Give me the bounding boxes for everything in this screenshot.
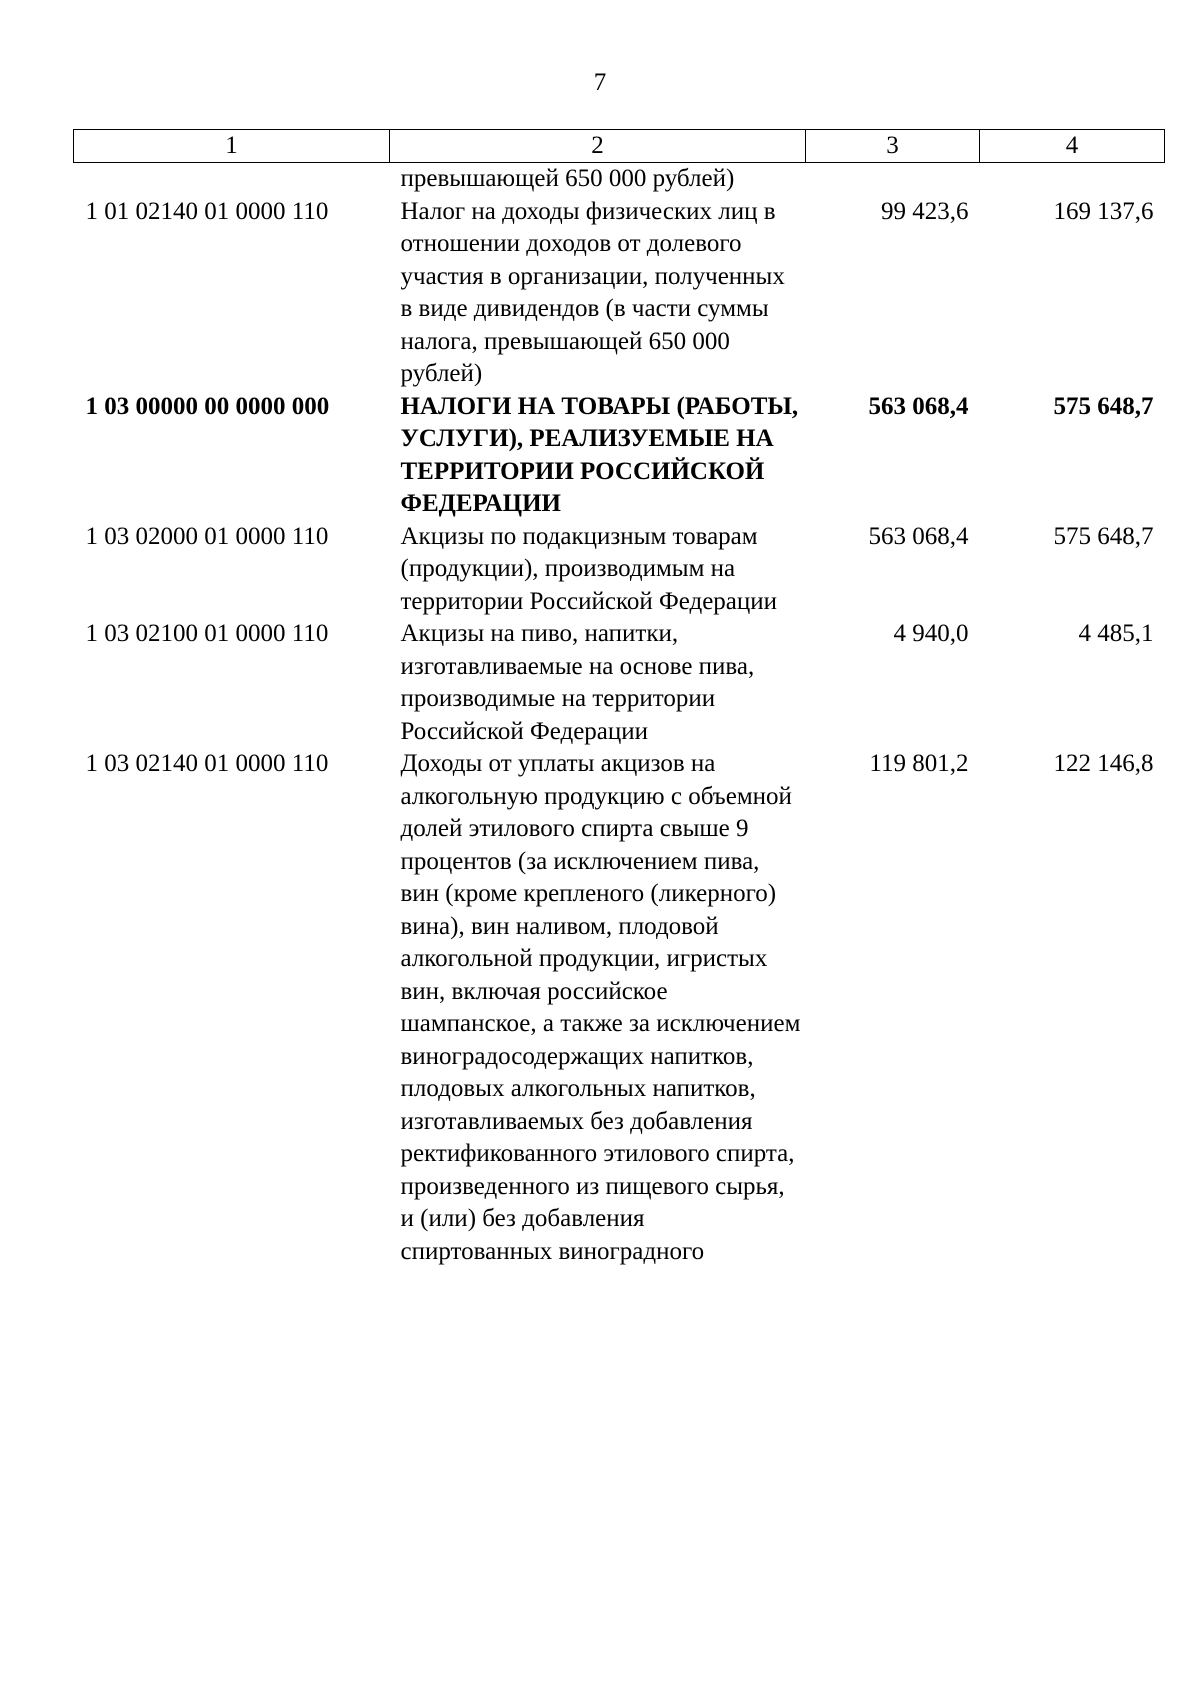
row-value-3: 563 068,4 <box>868 392 969 420</box>
row-value-4: 575 648,7 <box>1053 522 1154 550</box>
row-name: Налог на доходы физических лиц в отношении доходов от долевого участия в организации, полученных в виде дивидендов (в части суммы налога, превышающей 650 000 рублей) <box>400 197 785 387</box>
row-value-4: 122 146,8 <box>1053 750 1154 777</box>
row-value-3: 99 423,6 <box>881 197 969 225</box>
table-row <box>74 521 1165 619</box>
header-row <box>74 130 1165 163</box>
row-code: 1 03 02140 01 0000 110 <box>85 750 329 777</box>
row-name: Доходы от уплаты акцизов на алкогольную продукцию с объемной долей этилового спирта свыше 9 процентов (за исключением пива, вин (кроме крепленого (ликерного) вина), вин наливом, плодовой алкогольной продукции, игристых вин, включая российское шампанское, а также за исключением виноградосодержащих напитков, плодовых алкогольных напитков, изготавливаемых без добавления ректификованного этилового спирта, произведенного из пищевого сырья, и (или) без добавления спиртованных виноградного <box>400 750 801 1265</box>
table-row-section <box>74 391 1165 521</box>
table-row <box>74 163 1165 196</box>
header-col-2: 2 <box>390 130 806 163</box>
row-code <box>74 163 390 196</box>
row-name: превышающей 650 000 рублей) <box>400 165 735 192</box>
row-value-4: 4 485,1 <box>1078 620 1154 647</box>
table-row <box>74 748 1165 1268</box>
row-code: 1 03 00000 00 0000 000 <box>85 392 330 420</box>
row-value-3: 4 940,0 <box>893 620 969 647</box>
row-code: 1 03 02100 01 0000 110 <box>85 620 329 647</box>
header-col-4: 4 <box>980 130 1165 163</box>
row-code: 1 03 02000 01 0000 110 <box>85 522 329 550</box>
row-value-4: 169 137,6 <box>1053 197 1154 225</box>
row-value-3: 563 068,4 <box>868 522 969 550</box>
header-col-3: 3 <box>806 130 980 163</box>
row-value-3: 119 801,2 <box>869 750 969 777</box>
row-name: НАЛОГИ НА ТОВАРЫ (РАБОТЫ, УСЛУГИ), РЕАЛИЗУЕМЫЕ НА ТЕРРИТОРИИ РОССИЙСКОЙ ФЕДЕРАЦИИ <box>400 392 799 517</box>
table-body <box>74 163 1165 1269</box>
page-number: 7 <box>593 69 607 96</box>
row-value-4 <box>980 163 1165 196</box>
table-row <box>74 618 1165 748</box>
revenue-table <box>73 129 1165 1268</box>
row-name: Акцизы на пиво, напитки, изготавливаемые на основе пива, производимые на территории Российской Федерации <box>400 620 755 745</box>
row-code: 1 01 02140 01 0000 110 <box>85 197 329 225</box>
table-row <box>74 196 1165 391</box>
row-name: Акцизы по подакцизным товарам (продукции), производимым на территории Российской Федерации <box>400 522 778 615</box>
header-col-1: 1 <box>74 130 390 163</box>
row-value-4: 575 648,7 <box>1053 392 1154 420</box>
row-value-3 <box>806 163 980 196</box>
table-header <box>74 130 1165 163</box>
